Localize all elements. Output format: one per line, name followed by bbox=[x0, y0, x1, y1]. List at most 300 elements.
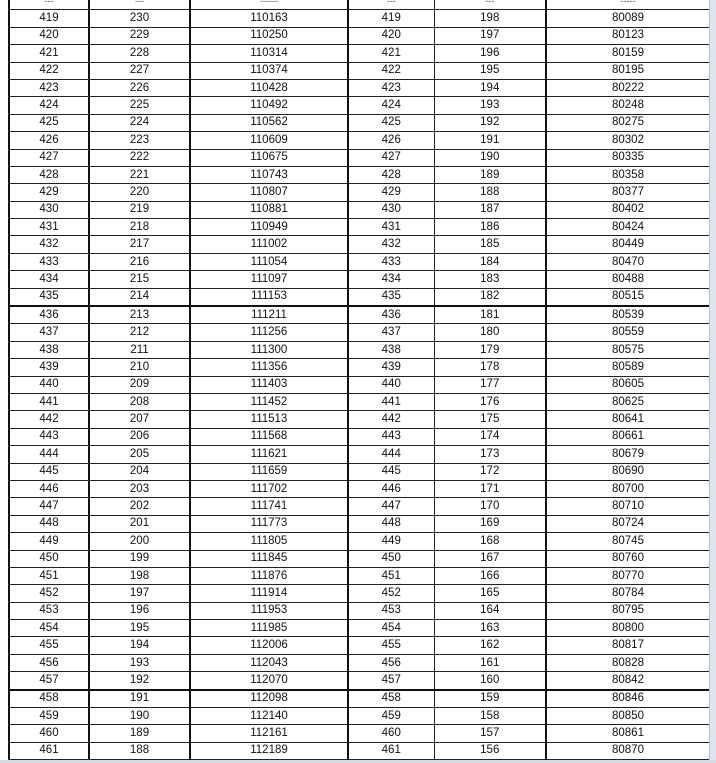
cell-score-a: 229 bbox=[89, 27, 190, 44]
cell-cumulative-a: 111845 bbox=[190, 550, 348, 567]
cell-cumulative-b: 80870 bbox=[546, 742, 710, 759]
table-row bbox=[9, 376, 710, 393]
table-row bbox=[9, 132, 710, 149]
cell-rank-b: 430 bbox=[348, 201, 434, 218]
cell-cumulative-b: 80661 bbox=[546, 428, 710, 445]
cell-rank-b: 454 bbox=[348, 620, 434, 637]
cell-score-b: 163 bbox=[434, 620, 546, 637]
cell-cumulative-b: 80275 bbox=[546, 114, 710, 131]
cell-score-b: 181 bbox=[434, 306, 546, 324]
cell-rank-b: 455 bbox=[348, 637, 434, 654]
cell-cumulative-b: 80539 bbox=[546, 306, 710, 324]
cell-rank-a: 420 bbox=[9, 27, 89, 44]
cell-score-b: 179 bbox=[434, 341, 546, 358]
cell-cumulative-a: 111097 bbox=[190, 271, 348, 288]
cell-cumulative-a: 112098 bbox=[190, 690, 348, 708]
cell-rank-b: 445 bbox=[348, 463, 434, 480]
cell-rank-a: 451 bbox=[9, 567, 89, 584]
cell-cumulative-a: 111659 bbox=[190, 463, 348, 480]
cell-rank-a: 437 bbox=[9, 324, 89, 341]
cell-score-b: 180 bbox=[434, 324, 546, 341]
cell-rank-a: 434 bbox=[9, 271, 89, 288]
table-row bbox=[9, 480, 710, 497]
cell-score-a: 203 bbox=[89, 480, 190, 497]
cell-score-b: 168 bbox=[434, 533, 546, 550]
cell-score-a: 202 bbox=[89, 498, 190, 515]
cell-rank-b: 446 bbox=[348, 480, 434, 497]
cell-rank-b: 440 bbox=[348, 376, 434, 393]
cell-rank-a: 442 bbox=[9, 411, 89, 428]
table-row bbox=[9, 393, 710, 410]
cell-score-b: 158 bbox=[434, 708, 546, 725]
cell-rank-a: 453 bbox=[9, 602, 89, 619]
cell-rank-a: 431 bbox=[9, 219, 89, 236]
cell-rank-b: 432 bbox=[348, 236, 434, 253]
table-row bbox=[9, 306, 710, 324]
cell-rank-b: 428 bbox=[348, 166, 434, 183]
table-row bbox=[9, 236, 710, 253]
cell-rank-a: 456 bbox=[9, 654, 89, 671]
cell-rank-b: 444 bbox=[348, 446, 434, 463]
cell-rank-b: 422 bbox=[348, 62, 434, 79]
cell-cumulative-a: 110807 bbox=[190, 184, 348, 201]
cell-rank-a: 441 bbox=[9, 393, 89, 410]
table-row bbox=[9, 27, 710, 44]
cell-rank-b: 421 bbox=[348, 45, 434, 62]
cell-rank-b: 436 bbox=[348, 306, 434, 324]
cell-cumulative-a: ------ bbox=[190, 0, 348, 10]
cell-rank-a: 458 bbox=[9, 690, 89, 708]
table-body bbox=[9, 0, 710, 760]
cell-cumulative-a: 111256 bbox=[190, 324, 348, 341]
cell-cumulative-b: 80302 bbox=[546, 132, 710, 149]
cell-cumulative-b: 80605 bbox=[546, 376, 710, 393]
table-row bbox=[9, 184, 710, 201]
cell-rank-a: 436 bbox=[9, 306, 89, 324]
cell-score-a: 201 bbox=[89, 515, 190, 532]
cell-rank-a: 424 bbox=[9, 97, 89, 114]
cell-rank-a: 444 bbox=[9, 446, 89, 463]
cell-score-a: 225 bbox=[89, 97, 190, 114]
cell-cumulative-b: 80123 bbox=[546, 27, 710, 44]
cell-rank-a: 426 bbox=[9, 132, 89, 149]
cell-cumulative-b: 80195 bbox=[546, 62, 710, 79]
cell-rank-b: 460 bbox=[348, 725, 434, 742]
cell-rank-b: 429 bbox=[348, 184, 434, 201]
cell-cumulative-a: 110314 bbox=[190, 45, 348, 62]
cell-rank-a: 422 bbox=[9, 62, 89, 79]
cell-cumulative-b: 80800 bbox=[546, 620, 710, 637]
cell-score-a: 211 bbox=[89, 341, 190, 358]
cell-cumulative-b: 80335 bbox=[546, 149, 710, 166]
cell-score-a: 208 bbox=[89, 393, 190, 410]
cell-rank-a: 433 bbox=[9, 253, 89, 270]
table-row bbox=[9, 114, 710, 131]
cell-cumulative-a: 111953 bbox=[190, 602, 348, 619]
cell-score-a: 210 bbox=[89, 359, 190, 376]
cell-cumulative-b: 80589 bbox=[546, 359, 710, 376]
cell-rank-b: 427 bbox=[348, 149, 434, 166]
table-row bbox=[9, 341, 710, 358]
cell-rank-a: 423 bbox=[9, 79, 89, 96]
cell-score-b: 159 bbox=[434, 690, 546, 708]
table-row bbox=[9, 166, 710, 183]
cell-cumulative-a: 111452 bbox=[190, 393, 348, 410]
cell-score-b: 190 bbox=[434, 149, 546, 166]
cell-cumulative-b: 80470 bbox=[546, 253, 710, 270]
cell-cumulative-a: 110949 bbox=[190, 219, 348, 236]
cell-score-b: 194 bbox=[434, 79, 546, 96]
cell-score-b: 160 bbox=[434, 672, 546, 690]
cell-rank-b: 424 bbox=[348, 97, 434, 114]
cell-rank-b: 419 bbox=[348, 10, 434, 27]
cell-rank-b: 426 bbox=[348, 132, 434, 149]
cell-score-a: 218 bbox=[89, 219, 190, 236]
cell-cumulative-b: 80724 bbox=[546, 515, 710, 532]
cell-score-a: 205 bbox=[89, 446, 190, 463]
cell-rank-b: 433 bbox=[348, 253, 434, 270]
cell-rank-a: 430 bbox=[9, 201, 89, 218]
cell-score-a: 200 bbox=[89, 533, 190, 550]
cell-score-a: 213 bbox=[89, 306, 190, 324]
cell-rank-a: 419 bbox=[9, 10, 89, 27]
cell-cumulative-a: 112043 bbox=[190, 654, 348, 671]
table-row bbox=[9, 97, 710, 114]
table-row bbox=[9, 45, 710, 62]
cell-score-a: 189 bbox=[89, 725, 190, 742]
table-row bbox=[9, 463, 710, 480]
cell-score-b: 161 bbox=[434, 654, 546, 671]
cell-cumulative-b: 80679 bbox=[546, 446, 710, 463]
cell-cumulative-a: 110743 bbox=[190, 166, 348, 183]
cell-score-b: 162 bbox=[434, 637, 546, 654]
cell-rank-a: 425 bbox=[9, 114, 89, 131]
cell-score-a: 209 bbox=[89, 376, 190, 393]
cell-rank-b: 448 bbox=[348, 515, 434, 532]
cell-score-a: 215 bbox=[89, 271, 190, 288]
cell-rank-a: 455 bbox=[9, 637, 89, 654]
cell-rank-a: 429 bbox=[9, 184, 89, 201]
cell-cumulative-b: 80842 bbox=[546, 672, 710, 690]
cell-cumulative-b: 80700 bbox=[546, 480, 710, 497]
cell-rank-a: 460 bbox=[9, 725, 89, 742]
cell-cumulative-a: 112070 bbox=[190, 672, 348, 690]
table-row bbox=[9, 550, 710, 567]
cell-cumulative-b: 80377 bbox=[546, 184, 710, 201]
cell-cumulative-a: 111621 bbox=[190, 446, 348, 463]
cell-rank-a: 427 bbox=[9, 149, 89, 166]
cell-score-a: 224 bbox=[89, 114, 190, 131]
cell-cumulative-b: ----- bbox=[546, 0, 710, 10]
cell-score-b: 173 bbox=[434, 446, 546, 463]
window-right-edge bbox=[709, 0, 716, 763]
cell-rank-a: 428 bbox=[9, 166, 89, 183]
cell-score-b: 167 bbox=[434, 550, 546, 567]
cell-rank-b: 435 bbox=[348, 288, 434, 306]
cell-score-b: 165 bbox=[434, 585, 546, 602]
cell-score-b: 184 bbox=[434, 253, 546, 270]
cell-rank-b: 447 bbox=[348, 498, 434, 515]
cell-cumulative-a: 111702 bbox=[190, 480, 348, 497]
cell-score-b: 196 bbox=[434, 45, 546, 62]
cell-cumulative-b: 80358 bbox=[546, 166, 710, 183]
cell-cumulative-b: 80515 bbox=[546, 288, 710, 306]
cell-rank-a: 432 bbox=[9, 236, 89, 253]
cell-score-b: 182 bbox=[434, 288, 546, 306]
cell-rank-b: 431 bbox=[348, 219, 434, 236]
cell-cumulative-a: 112189 bbox=[190, 742, 348, 759]
cell-score-a: 220 bbox=[89, 184, 190, 201]
cell-rank-a: 457 bbox=[9, 672, 89, 690]
cell-cumulative-b: 80089 bbox=[546, 10, 710, 27]
cell-cumulative-b: 80222 bbox=[546, 79, 710, 96]
cell-rank-b: 453 bbox=[348, 602, 434, 619]
cell-rank-a: 440 bbox=[9, 376, 89, 393]
cell-score-a: 230 bbox=[89, 10, 190, 27]
table-row bbox=[9, 498, 710, 515]
cell-score-a: 199 bbox=[89, 550, 190, 567]
cell-cumulative-b: 80402 bbox=[546, 201, 710, 218]
cell-cumulative-b: 80488 bbox=[546, 271, 710, 288]
cell-cumulative-a: 110609 bbox=[190, 132, 348, 149]
cell-cumulative-b: 80795 bbox=[546, 602, 710, 619]
cell-rank-b: 458 bbox=[348, 690, 434, 708]
cell-score-b: 169 bbox=[434, 515, 546, 532]
score-rank-table bbox=[8, 0, 711, 760]
cell-cumulative-a: 110562 bbox=[190, 114, 348, 131]
cell-score-b: 156 bbox=[434, 742, 546, 759]
cell-rank-b: 420 bbox=[348, 27, 434, 44]
cell-score-a: 188 bbox=[89, 742, 190, 759]
table-row bbox=[9, 672, 710, 690]
cell-cumulative-a: 111513 bbox=[190, 411, 348, 428]
cell-cumulative-a: 110163 bbox=[190, 10, 348, 27]
cell-score-b: 186 bbox=[434, 219, 546, 236]
cell-score-a: 190 bbox=[89, 708, 190, 725]
cell-score-b: 178 bbox=[434, 359, 546, 376]
table-row bbox=[9, 79, 710, 96]
cell-cumulative-a: 110675 bbox=[190, 149, 348, 166]
cell-cumulative-b: 80846 bbox=[546, 690, 710, 708]
cell-cumulative-b: 80760 bbox=[546, 550, 710, 567]
cell-score-b: 183 bbox=[434, 271, 546, 288]
cell-cumulative-a: 112140 bbox=[190, 708, 348, 725]
cell-rank-a: 461 bbox=[9, 742, 89, 759]
table-row bbox=[9, 411, 710, 428]
cell-score-b: 171 bbox=[434, 480, 546, 497]
cell-score-a: 195 bbox=[89, 620, 190, 637]
cell-rank-a: 450 bbox=[9, 550, 89, 567]
cell-score-b: 176 bbox=[434, 393, 546, 410]
cell-score-a: 193 bbox=[89, 654, 190, 671]
cell-score-a: 207 bbox=[89, 411, 190, 428]
cell-cumulative-a: 111153 bbox=[190, 288, 348, 306]
cell-score-b: 157 bbox=[434, 725, 546, 742]
cell-rank-b: 441 bbox=[348, 393, 434, 410]
cell-cumulative-b: 80424 bbox=[546, 219, 710, 236]
cell-cumulative-b: 80850 bbox=[546, 708, 710, 725]
table-row bbox=[9, 288, 710, 306]
cell-score-b: 191 bbox=[434, 132, 546, 149]
table-row-partial bbox=[9, 0, 710, 10]
cell-rank-b: 459 bbox=[348, 708, 434, 725]
cell-rank-b: 451 bbox=[348, 567, 434, 584]
cell-score-b: 193 bbox=[434, 97, 546, 114]
cell-rank-b: --- bbox=[348, 0, 434, 10]
table-row bbox=[9, 271, 710, 288]
cell-rank-b: 449 bbox=[348, 533, 434, 550]
cell-cumulative-b: 80449 bbox=[546, 236, 710, 253]
cell-cumulative-a: 111985 bbox=[190, 620, 348, 637]
cell-cumulative-a: 111300 bbox=[190, 341, 348, 358]
cell-rank-b: 437 bbox=[348, 324, 434, 341]
cell-rank-a: 452 bbox=[9, 585, 89, 602]
cell-score-a: 192 bbox=[89, 672, 190, 690]
cell-cumulative-a: 112006 bbox=[190, 637, 348, 654]
table-row bbox=[9, 742, 710, 759]
table-row bbox=[9, 620, 710, 637]
cell-cumulative-b: 80817 bbox=[546, 637, 710, 654]
cell-rank-b: 461 bbox=[348, 742, 434, 759]
cell-cumulative-a: 111054 bbox=[190, 253, 348, 270]
cell-cumulative-b: 80710 bbox=[546, 498, 710, 515]
cell-score-b: 172 bbox=[434, 463, 546, 480]
cell-cumulative-a: 111356 bbox=[190, 359, 348, 376]
cell-score-b: 189 bbox=[434, 166, 546, 183]
cell-score-a: 222 bbox=[89, 149, 190, 166]
cell-rank-a: --- bbox=[9, 0, 89, 10]
cell-rank-b: 456 bbox=[348, 654, 434, 671]
cell-score-a: 194 bbox=[89, 637, 190, 654]
cell-rank-a: 439 bbox=[9, 359, 89, 376]
cell-score-b: 198 bbox=[434, 10, 546, 27]
cell-rank-a: 438 bbox=[9, 341, 89, 358]
cell-cumulative-a: 112161 bbox=[190, 725, 348, 742]
cell-score-a: 198 bbox=[89, 567, 190, 584]
cell-score-a: 206 bbox=[89, 428, 190, 445]
cell-score-b: 192 bbox=[434, 114, 546, 131]
cell-cumulative-a: 110881 bbox=[190, 201, 348, 218]
cell-cumulative-a: 111805 bbox=[190, 533, 348, 550]
cell-score-b: 187 bbox=[434, 201, 546, 218]
table-row bbox=[9, 201, 710, 218]
cell-rank-b: 442 bbox=[348, 411, 434, 428]
table-row bbox=[9, 708, 710, 725]
cell-score-b: 164 bbox=[434, 602, 546, 619]
cell-rank-b: 423 bbox=[348, 79, 434, 96]
cell-score-b: --- bbox=[434, 0, 546, 10]
cell-rank-a: 459 bbox=[9, 708, 89, 725]
cell-rank-b: 457 bbox=[348, 672, 434, 690]
table-row bbox=[9, 515, 710, 532]
cell-score-a: 197 bbox=[89, 585, 190, 602]
table-row bbox=[9, 654, 710, 671]
cell-score-a: 228 bbox=[89, 45, 190, 62]
cell-score-b: 177 bbox=[434, 376, 546, 393]
table-row bbox=[9, 725, 710, 742]
table-row bbox=[9, 219, 710, 236]
cell-rank-a: 447 bbox=[9, 498, 89, 515]
cell-score-a: 191 bbox=[89, 690, 190, 708]
cell-cumulative-b: 80559 bbox=[546, 324, 710, 341]
cell-score-a: 226 bbox=[89, 79, 190, 96]
cell-cumulative-b: 80641 bbox=[546, 411, 710, 428]
cell-rank-a: 446 bbox=[9, 480, 89, 497]
cell-cumulative-b: 80861 bbox=[546, 725, 710, 742]
cell-score-a: 223 bbox=[89, 132, 190, 149]
cell-cumulative-b: 80625 bbox=[546, 393, 710, 410]
cell-score-a: 212 bbox=[89, 324, 190, 341]
cell-cumulative-a: 111002 bbox=[190, 236, 348, 253]
cell-cumulative-b: 80784 bbox=[546, 585, 710, 602]
cell-cumulative-a: 111211 bbox=[190, 306, 348, 324]
cell-rank-a: 435 bbox=[9, 288, 89, 306]
cell-rank-a: 454 bbox=[9, 620, 89, 637]
cell-score-a: 196 bbox=[89, 602, 190, 619]
cell-cumulative-b: 80575 bbox=[546, 341, 710, 358]
cell-score-a: 217 bbox=[89, 236, 190, 253]
cell-rank-b: 450 bbox=[348, 550, 434, 567]
cell-score-b: 188 bbox=[434, 184, 546, 201]
cell-rank-a: 421 bbox=[9, 45, 89, 62]
cell-rank-b: 439 bbox=[348, 359, 434, 376]
table-row bbox=[9, 690, 710, 708]
cell-cumulative-a: 111403 bbox=[190, 376, 348, 393]
cell-cumulative-a: 111568 bbox=[190, 428, 348, 445]
cell-rank-a: 448 bbox=[9, 515, 89, 532]
table-row bbox=[9, 428, 710, 445]
cell-score-a: --- bbox=[89, 0, 190, 10]
cell-cumulative-a: 111876 bbox=[190, 567, 348, 584]
cell-score-a: 227 bbox=[89, 62, 190, 79]
cell-score-b: 170 bbox=[434, 498, 546, 515]
cell-cumulative-b: 80745 bbox=[546, 533, 710, 550]
cell-rank-a: 443 bbox=[9, 428, 89, 445]
cell-score-a: 216 bbox=[89, 253, 190, 270]
cell-score-a: 221 bbox=[89, 166, 190, 183]
cell-score-b: 174 bbox=[434, 428, 546, 445]
table-row bbox=[9, 533, 710, 550]
table-row bbox=[9, 324, 710, 341]
table-row bbox=[9, 359, 710, 376]
table-row bbox=[9, 567, 710, 584]
cell-cumulative-b: 80770 bbox=[546, 567, 710, 584]
cell-cumulative-b: 80690 bbox=[546, 463, 710, 480]
cell-rank-a: 445 bbox=[9, 463, 89, 480]
cell-score-b: 185 bbox=[434, 236, 546, 253]
cell-rank-b: 425 bbox=[348, 114, 434, 131]
table-row bbox=[9, 10, 710, 27]
cell-cumulative-a: 111914 bbox=[190, 585, 348, 602]
cell-cumulative-a: 111741 bbox=[190, 498, 348, 515]
table-row bbox=[9, 62, 710, 79]
cell-cumulative-a: 110428 bbox=[190, 79, 348, 96]
cell-cumulative-b: 80828 bbox=[546, 654, 710, 671]
cell-score-b: 175 bbox=[434, 411, 546, 428]
cell-score-a: 219 bbox=[89, 201, 190, 218]
table-row bbox=[9, 446, 710, 463]
cell-score-b: 166 bbox=[434, 567, 546, 584]
table-row bbox=[9, 253, 710, 270]
cell-score-a: 214 bbox=[89, 288, 190, 306]
cell-score-b: 197 bbox=[434, 27, 546, 44]
table-row bbox=[9, 585, 710, 602]
table-row bbox=[9, 149, 710, 166]
cell-cumulative-b: 80248 bbox=[546, 97, 710, 114]
cell-score-b: 195 bbox=[434, 62, 546, 79]
cell-rank-b: 438 bbox=[348, 341, 434, 358]
cell-score-a: 204 bbox=[89, 463, 190, 480]
